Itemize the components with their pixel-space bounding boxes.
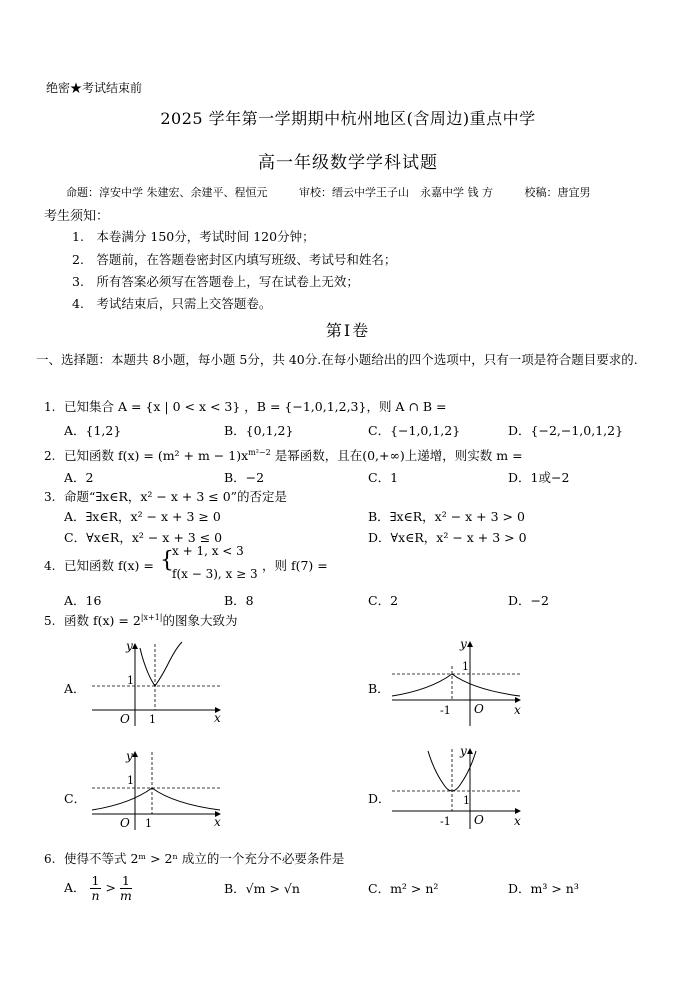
curve [392, 674, 520, 696]
question-stem [64, 446, 523, 464]
option-d: D．∀x∈R，x² − x + 3 > 0 [368, 530, 527, 545]
option-a: A．{1,2} [64, 423, 122, 438]
option-a: A．∃x∈R，x² − x + 3 ≥ 0 [64, 509, 221, 524]
proofreader: 校稿：唐宜男 [524, 186, 591, 199]
option-c: C．1 [368, 470, 399, 485]
authors: 命题：淳安中学 朱建宏、余建平、程恒元 [66, 186, 268, 199]
notice-item: 1. 本卷满分 150分，考试时间 120分钟； [72, 229, 315, 244]
option-a: A．16 [64, 593, 102, 608]
x-tick-label: -1 [440, 704, 451, 717]
option-b: B．8 [224, 593, 254, 608]
graph-a [90, 638, 225, 728]
x-label: x [514, 814, 521, 828]
stem-part: 函数 f(x) = 2 [64, 613, 141, 628]
numerator: 1 [121, 873, 130, 888]
fraction [90, 874, 102, 903]
origin-label: O [474, 813, 484, 827]
question-stem-a: 已知函数 f(x) = [64, 558, 154, 573]
graph-d [390, 745, 525, 833]
option-d: D．m³ > n³ [508, 881, 579, 896]
option-b: B．∃x∈R，x² − x + 3 > 0 [368, 509, 525, 524]
notice-item: 4. 考试结束后，只需上交答题卷。 [72, 296, 272, 311]
denominator: n [91, 888, 100, 903]
question-stem-b: ，则 f(7) = [262, 558, 328, 573]
option-c: C．m² > n² [368, 881, 439, 896]
question-number: 1. [44, 400, 56, 414]
question-number: 6. [44, 852, 56, 866]
option-d: D．−2 [508, 593, 549, 608]
notice-item: 3. 所有答案必须写在答题卷上，写在试卷上无效； [72, 274, 359, 289]
question-number: 5. [44, 614, 56, 628]
exponent: m²−2 [248, 447, 271, 457]
y-one-label: 1 [127, 674, 134, 687]
piecewise-case-2: f(x − 3), x ≥ 3 [172, 567, 258, 581]
y-label: y [126, 639, 133, 653]
exam-title: 2025 学年第一学期期中杭州地区(含周边)重点中学 [160, 109, 536, 128]
option-c: C．2 [368, 593, 399, 608]
option-b: B．{0,1,2} [224, 423, 294, 438]
y-label: y [126, 749, 133, 763]
stem-part: 已知函数 f(x) = (m² + m − 1)x [64, 448, 249, 463]
denominator: m [119, 888, 132, 903]
origin-label: O [120, 712, 130, 726]
y-label: y [460, 745, 467, 758]
origin-label: O [120, 816, 130, 830]
question-stem: 命题“∃x∈R，x² − x + 3 ≤ 0”的否定是 [64, 489, 288, 504]
graph-label-a: A． [64, 681, 86, 696]
option-d: D．1或−2 [508, 470, 570, 485]
question-number: 3. [44, 490, 56, 504]
graph-b [390, 638, 525, 728]
graph-label-b: B． [368, 681, 390, 696]
option-label: A． [64, 880, 86, 895]
question-stem: 已知集合 A = {x | 0 < x < 3} ，B = {−1,0,1,2,3}，则 A ∩ B = [64, 399, 447, 414]
notice-heading: 考生须知： [44, 209, 110, 224]
stem-part: 的图象大致为 [162, 613, 238, 628]
reviewers: 审校：缙云中学王子山 永嘉中学 钱 方 [299, 186, 493, 199]
x-label: x [514, 703, 521, 717]
option-c: C．{−1,0,1,2} [368, 423, 461, 438]
secret-label: 绝密★考试结束前 [46, 81, 143, 95]
curve-end [140, 648, 142, 656]
option-a: A．2 [64, 470, 94, 485]
left-brace: { [160, 548, 174, 573]
piecewise-case-1: x + 1, x < 3 [172, 544, 244, 558]
stem-part: 是幂函数，且在(0,+∞)上递增，则实数 m = [270, 448, 523, 463]
x-label: x [214, 815, 221, 829]
y-one-label: 1 [463, 794, 470, 807]
option-b: B．√m > √n [224, 881, 300, 896]
graph-label-d: D． [368, 791, 391, 806]
numerator: 1 [91, 873, 100, 888]
exponent: |x+1| [140, 612, 163, 622]
section-heading: 一、选择题：本题共 8小题，每小题 5分，共 40分.在每小题给出的四个选项中，只有一项是符合题目要求的. [36, 352, 638, 367]
x-label: x [214, 711, 221, 725]
question-stem [64, 611, 238, 629]
staff-line [66, 184, 619, 200]
origin-label: O [474, 702, 484, 716]
question-number: 2. [44, 449, 56, 463]
x-tick-label: 1 [145, 817, 152, 830]
question-number: 4. [44, 559, 56, 573]
exam-subtitle: 高一年级数学学科试题 [258, 153, 438, 173]
part-title: 第Ⅰ卷 [325, 321, 371, 340]
graph-c [90, 748, 225, 833]
y-label: y [460, 638, 467, 651]
y-one-label: 1 [127, 774, 134, 787]
option-b: B．−2 [224, 470, 265, 485]
notice-item: 2. 答题前，在答题卷密封区内填写班级、考试号和姓名； [72, 252, 397, 267]
x-tick-label: -1 [440, 815, 451, 828]
option-a [64, 874, 132, 903]
option-c: C．∀x∈R，x² − x + 3 ≤ 0 [64, 530, 223, 545]
question-stem: 使得不等式 2ᵐ > 2ⁿ 成立的一个充分不必要条件是 [64, 851, 345, 866]
y-one-label: 1 [462, 660, 469, 673]
fraction [120, 874, 132, 903]
operator: > [105, 880, 116, 895]
x-tick-label: 1 [149, 713, 156, 726]
curve [142, 642, 182, 686]
curve [92, 788, 220, 810]
graph-label-c: C． [64, 791, 87, 806]
option-d: D．{−2,−1,0,1,2} [508, 423, 624, 438]
